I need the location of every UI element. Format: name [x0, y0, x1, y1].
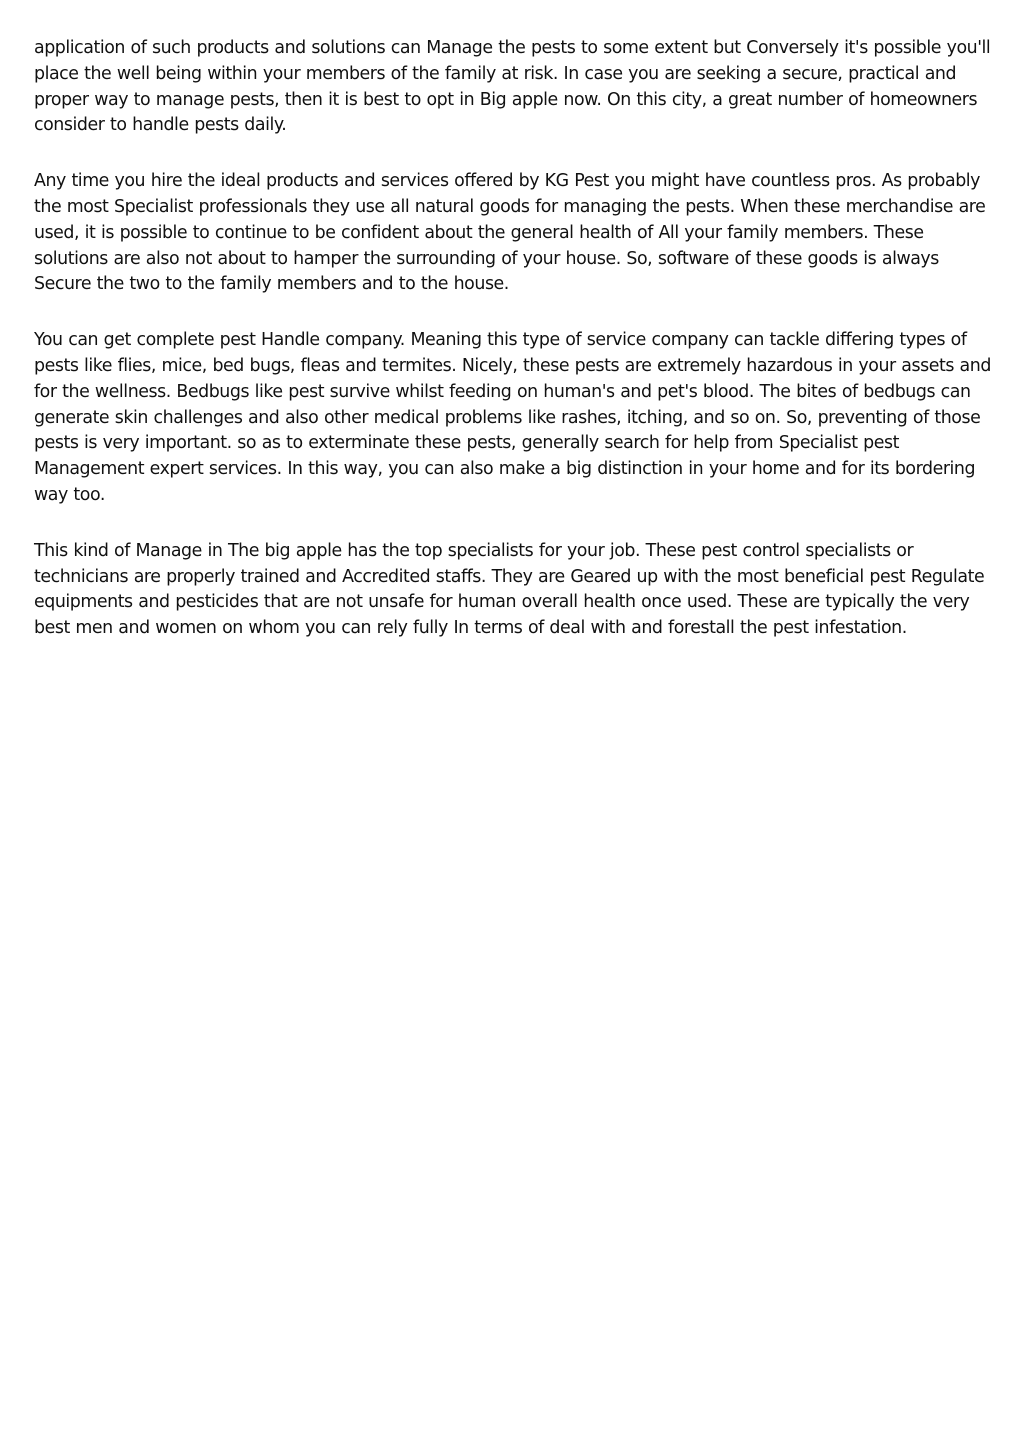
paragraph-2: Any time you hire the ideal products and services offered by KG Pest you might have countless pros. As probably the most Specialist professionals they use all natural goods for managing the pests. When these merchandise are used, it is possible to continue to be confident about the general health of All your family members. These solutions are also not about to hamper the surrounding of your house. So, software of these goods is always Secure the two to the family members and to the house. — [34, 171, 986, 295]
document-body — [34, 36, 992, 672]
paragraph-3: You can get complete pest Handle company. Meaning this type of service company can tackle differing types of pests like flies, mice, bed bugs, fleas and termites. Nicely, these pests are extremely hazardous in your assets and for the wellness. Bedbugs like pest survive whilst feeding on human's and pet's blood. The bites of bedbugs can generate skin challenges and also other medical problems like rashes, itching, and so on. So, preventing of those pests is very important. so as to exterminate these pests, generally search for help from Specialist pest Management expert services. In this way, you can also make a big distinction in your home and for its bordering way too. — [34, 330, 991, 505]
paragraph-1: application of such products and solutions can Manage the pests to some extent but Conversely it's possible you'll place the well being within your members of the family at risk. In case you are seeking a secure, practical and proper way to manage pests, then it is best to opt in Big apple now. On this city, a great number of homeowners consider to handle pests daily. — [34, 38, 991, 136]
paragraph-4: This kind of Manage in The big apple has the top specialists for your job. These pest control specialists or technicians are properly trained and Accredited staffs. They are Geared up with the most beneficial pest Regulate equipments and pesticides that are not unsafe for human overall health once used. These are typically the very best men and women on whom you can rely fully In terms of deal with and forestall the pest infestation. — [34, 540, 985, 639]
